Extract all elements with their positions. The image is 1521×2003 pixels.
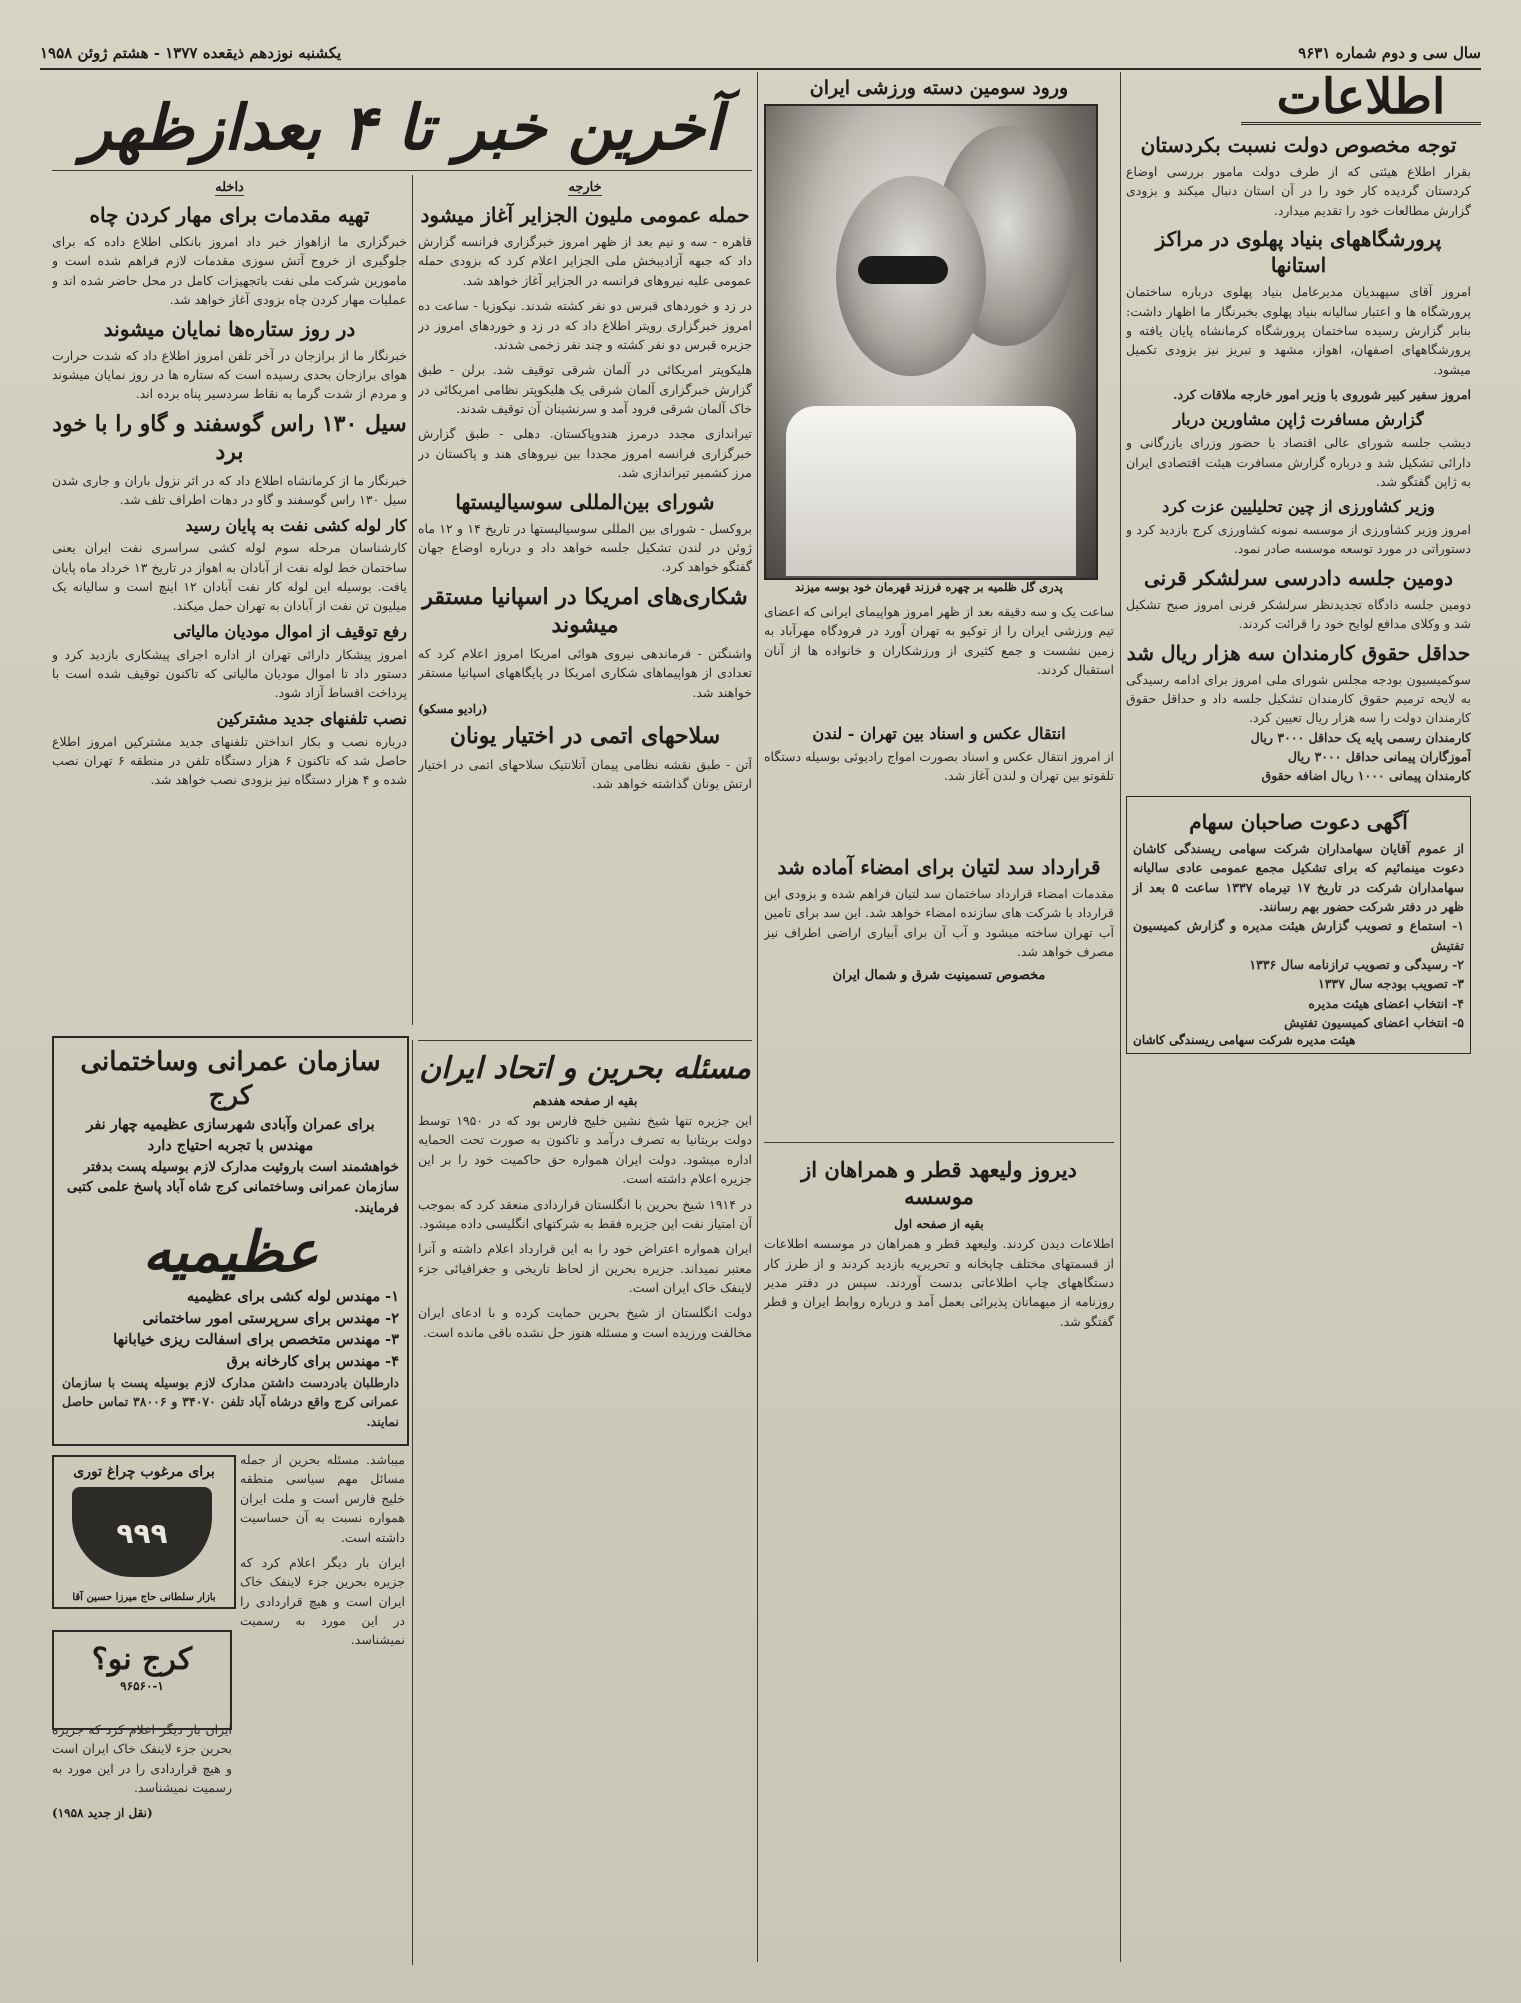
- headline-algeria: حمله عمومی ملیون الجزایر آغاز میشود: [420, 203, 750, 227]
- ad-job-4: ۴- مهندس برای کارخانه برق: [226, 1353, 399, 1371]
- article-pipeline: کارشناسان مرحله سوم لوله کشی سراسری نفت ایران یعنی ساختمان خط لوله نفت از آبادان به اهواز در تاریخ ۱۳ خرداد ماه پایان یافت. بوسیله این لوله کار نفت آبادان ۱۲ اینچ است و سالیانه یک میلیون تن نفت از آبادان به تهران حمل میکند.: [52, 540, 407, 614]
- article-ambassador: امروز سفیر کبیر شوروی با وزیر امور خارجه ملاقات کرد.: [1173, 387, 1471, 402]
- headline-pipeline: کار لوله کشی نفت به پایان رسید: [185, 515, 407, 535]
- section-rule: [418, 1040, 752, 1041]
- article-bahrain-2: در ۱۹۱۴ شیخ بحرین با انگلستان قراردادی منعقد کرد که بموجب آن امتیاز نفت این جزیره فقط به شرکتهای انگلیسی داده میشود.: [418, 1196, 752, 1231]
- karaj-no-ad: [52, 1630, 232, 1730]
- headline-court: دومین جلسه دادرسی سرلشکر قرنی: [1143, 565, 1454, 590]
- ad-job-1: ۱- مهندس لوله کشی برای عظیمیه: [186, 1287, 399, 1305]
- article-helicopter: هلیکوپتر امریکائی در آلمان شرقی توقیف شد. برلن - طبق گزارش خبرگزاری آلمان شرقی یک هلیکوپتر نظامی امریکائی در خاک آلمان شرقی فرود آمد و سرنشینان آن توقیف شدند.: [418, 362, 752, 416]
- photo-shirt: [786, 406, 1076, 576]
- ad-org-title: سازمان عمرانی وساختمانی کرج: [80, 1047, 381, 1111]
- shareholders-notice: [1126, 796, 1471, 1054]
- masthead-logo: اطلاعات: [1241, 72, 1481, 125]
- headline-notice: آگهی دعوت صاحبان سهام: [1189, 809, 1408, 834]
- qatar-article: [764, 1150, 1114, 1960]
- karaj-org-ad: [52, 1036, 409, 1446]
- salary-item-1: کارمندان رسمی پایه یک حداقل ۳۰۰۰ ریال: [1250, 729, 1471, 745]
- column-rule: [1120, 72, 1121, 1962]
- source-tag: (رادیو مسکو): [418, 701, 488, 716]
- article-court: دومین جلسه دادگاه تجدیدنظر سرلشکر قرنی امروز صبح تشکیل شد و وکلای مدافع لوایح خود را قرائت کردند.: [1126, 596, 1471, 632]
- article-bahrain-4: دولت انگلستان از شیخ بحرین حمایت کرده و با ادعای ایران مخالفت ورزیده است و مسئله هنوز حل نشده باقی مانده است.: [418, 1305, 752, 1340]
- article-agriculture: امروز وزیر کشاورزی از موسسه نمونه کشاورزی کرج بازدید کرد و دستوراتی در مورد توسعه موسسه صادر نمود.: [1126, 522, 1471, 557]
- column-rule: [757, 72, 758, 1962]
- article-well: خبرگزاری ما ازاهواز خبر داد امروز بانکلی اطلاع داده که برای جلوگیری از خروج آتش سوزی مقدمات لازم فراهم شده است و مامورین شرکت ملی نفت باتجهیزات کامل در محل حاضر شده اند و عملیات مهار کردن چاه بزودی آغاز خواهد شد.: [52, 234, 407, 308]
- headline-banner: آخرین خبر تا ۴ بعدازظهر: [81, 91, 723, 164]
- section-rule: [52, 170, 752, 171]
- agenda-item-3: ۳- تصویب بودجه سال ۱۳۳۷: [1318, 976, 1464, 992]
- headline-tax: رفع توقیف از اموال مودیان مالیاتی: [173, 621, 407, 641]
- column-rule: [412, 175, 413, 1025]
- headline-japan: گزارش مسافرت ژاپن مشاورین دربار: [1173, 410, 1424, 430]
- article-sheep: خبرنگار ما از کرمانشاه اطلاع داد که در اثر نزول باران و جاری شدن سیل ۱۳۰ راس گوسفند و گاو در دهات اطراف تلف شد.: [52, 472, 407, 508]
- headline-photo-transfer: انتقال عکس و اسناد بین تهران - لندن: [812, 724, 1066, 743]
- article-tax: امروز پیشکار دارائی تهران از اداره اجرای پیشکاری بازدید کرد و دستور داد تا اموال مودیان مالیاتی که تاکنون توقیف شده است با پرداخت اقساط آزاد شود.: [52, 646, 407, 701]
- headline-schools: پرورشگاههای بنیاد پهلوی در مراکز استانها: [1155, 227, 1442, 278]
- right-column: [1126, 126, 1471, 1962]
- bottom-left-source: (نقل از جدید ۱۹۵۸): [52, 1805, 153, 1820]
- article-qatar: اطلاعات دیدن کردند. ولیعهد قطر و همراهان در موسسه اطلاعات از قسمتهای مختلف چاپخانه و تحریریه بازدید کردند و از طرز کار دستگاههای چاپ اطلاعاتی بدست آوردند. سپس در دفتر مدیر روزنامه از میهمانان پذیرائی بعمل آمد و درباره روابط ایران و قطر گفتگو شد.: [764, 1236, 1114, 1329]
- headline-socialist: شورای بین‌المللی سوسیالیستها: [455, 489, 715, 514]
- karaj-no-phone: ۹۶۵۶۰-۱: [120, 1679, 164, 1693]
- article-phone: درباره نصب و بکار انداختن تلفنهای جدید مشترکین امروز اطلاع حاصل شد که تاکنون ۶ هزار دستگاه تلفن در منطقه ۶ تهران نصب شده و ۴ هزار دستگاه نیز بزودی نصب خواهد شد.: [52, 733, 407, 788]
- photo-caption: پدری گل ظلمیه بر چهره فرزند قهرمان خود بوسه میزند: [795, 580, 1063, 594]
- domestic-column: [52, 176, 407, 1026]
- bahrain-continued: بقیه از صفحه هفدهم: [532, 1093, 638, 1108]
- agenda-item-1: ۱- استماع و تصویب گزارش هیئت مدیره و گزارش کمیسیون تفتیش: [1133, 918, 1464, 953]
- qatar-continued: بقیه از صفحه اول: [894, 1216, 984, 1231]
- headline-dam: قرارداد سد لتیان برای امضاء آماده شد: [777, 855, 1101, 879]
- photo-transfer-article: [764, 718, 1114, 838]
- notice-signature: هیئت مدیره شرکت سهامی ریسندگی کاشان: [1133, 1032, 1356, 1047]
- article-bahrain-3: ایران همواره اعتراض خود را به این قرارداد اعلام داشته و آنرا معتبر نمیداند. جزیره بحرین از لحاظ تاریخی و جغرافیائی جزء لاینفک خاک ایران است.: [418, 1241, 752, 1296]
- bottom-left-text-3: ایران بار دیگر اعلام کرد که جزیره بحرین جزء لاینفک خاک ایران است و هیچ قراردادی را در این مورد به رسمیت نمیشناسد.: [52, 1722, 232, 1796]
- dam-article: [764, 848, 1114, 1138]
- ad-job-3: ۳- مهندس متخصص برای اسفالت ریزی خیابانها: [113, 1331, 399, 1349]
- lamp-ad-footer: بازار سلطانی حاج میرزا حسین آقا: [72, 1592, 216, 1603]
- article-japan: دیشب جلسه شورای عالی اقتصاد با حضور وزرای بازرگانی و دارائی تشکیل شد و درباره گزارش مسافرت هیئت اقتصادی ایران به ژاپن گفتگو شد.: [1126, 435, 1471, 489]
- ad-big-azimieh: عظیمیه: [142, 1218, 319, 1285]
- karaj-no-title: کرج نو؟: [91, 1642, 193, 1677]
- headline-spain: شکاری‌های امریکا در اسپانیا مستقر میشوند: [422, 583, 748, 639]
- headline-kurdistan: توجه مخصوص دولت نسبت بکردستان: [1140, 133, 1457, 157]
- article-salary: سوکمیسیون بودجه مجلس شورای ملی امروز برای ادامه رسیدگی به لایحه ترمیم حقوق کارمندان تشکیل جلسه داد و حداقل حقوق کارمندان دولت را سه هزار ریال تعیین کرد.: [1126, 671, 1471, 726]
- lamp-number: ۹۹۹: [116, 1517, 168, 1550]
- headline-salary: حداقل حقوق کارمندان سه هزار ریال شد: [1126, 640, 1471, 665]
- salary-item-2: آموزگاران پیمانی حداقل ۳۰۰۰ ریال: [1287, 749, 1471, 765]
- team-photo: [764, 104, 1098, 580]
- bottom-left-text-1: میباشد. مسئله بحرین از جمله مسائل مهم سیاسی منطقه خلیج فارس است و ملت ایران همواره نسبت به آن حساسیت داشته است.: [240, 1452, 405, 1545]
- issue-date: یکشنبه نوزدهم ذیقعده ۱۳۷۷ - هشتم ژوئن ۱۹۵۸: [40, 44, 342, 62]
- article-kurdistan: بقرار اطلاع هیئتی که از طرف دولت مامور بررسی اوضاع کردستان گردیده کار خود را در آن استان دنبال میکند و بزودی گزارش مطالعات خود را تقدیم میدارد.: [1126, 164, 1471, 218]
- article-spain: واشنگتن - فرماندهی نیروی هوائی امریکا امروز اعلام کرد که تعدادی از هواپیماهای شکاری امریکا در پایگاههای اسپانیا مستقر خواهند شد.: [418, 645, 752, 700]
- headline-qatar: دیروز ولیعهد قطر و همراهان از موسسه: [801, 1157, 1077, 1210]
- salary-item-3: کارمندان پیمانی ۱۰۰۰ ریال اضافه حقوق: [1261, 768, 1471, 784]
- agenda-item-2: ۲- رسیدگی و تصویب ترازنامه سال ۱۳۳۶: [1249, 957, 1464, 973]
- notice-text: از عموم آقایان سهامداران شرکت سهامی ریسندگی کاشان دعوت مینمائیم که برای تشکیل مجمع عمومی عادی سالیانه سهامداران شرکت در تاریخ ۱۷ تیرماه ۱۳۳۷ ساعت ۵ بعد از ظهر در دفتر شرکت حضور بهم رسانند.: [1133, 840, 1464, 914]
- headline-stars: در روز ستاره‌ها نمایان میشوند: [103, 316, 356, 341]
- agenda-item-5: ۵- انتخاب اعضای کمیسیون تفتیش: [1284, 1015, 1464, 1031]
- section-tag-domestic: داخله: [215, 180, 244, 195]
- column-rule: [412, 1040, 413, 1965]
- headline-team: ورود سومین دسته ورزشی ایران: [809, 77, 1069, 99]
- article-schools: امروز آقای سپهبدیان مدیرعامل بنیاد پهلوی درباره ساختمان پرورشگاه ها و اعتبار سالیانه بنیاد پهلوی بخبرنگار ما اظهار داشت: بنابر گزارش رسیده ساختمان پرورشگاه کرمانشاه پایان یافته و پرورشگاههای اصفهان، اهواز، مشهد و تبریز نیز بزودی تکمیل میشود.: [1126, 284, 1471, 377]
- section-rule: [764, 1142, 1114, 1143]
- ad-org-text: خواهشمند است باروئیت مدارک لازم بوسیله پست بدفتر سازمان عمرانی وساختمانی کرج شاه آباد پاسخ علمی کتبی فرمایند.: [66, 1159, 399, 1216]
- article-photo-transfer: از امروز انتقال عکس و اسناد بصورت امواج رادیوئی بوسیله دستگاه تلفوتو بین تهران و لندن آغاز شد.: [764, 748, 1114, 784]
- team-headline-box: [764, 76, 1114, 104]
- headline-bahrain: مسئله بحرین و اتحاد ایران: [419, 1051, 751, 1086]
- bottom-left-small-column: [52, 1720, 232, 1960]
- article-algeria: قاهره - سه و نیم بعد از ظهر امروز خبرگزاری فرانسه گزارش داد که جبهه آزادیبخش ملی الجزایر اعلام کرد که بزودی حمله عمومی علیه نیروهای فرانسه در الجزایر آغاز خواهد شد.: [418, 234, 752, 288]
- article-socialist: بروکسل - شورای بین المللی سوسیالیستها در تاریخ ۱۴ و ۱۲ ماه ژوئن در لندن تشکیل جلسه خواهد داد و درباره اوضاع جهان گفتگو خواهد کرد.: [418, 520, 752, 575]
- headline-sheep: سیل ۱۳۰ راس گوسفند و گاو را با خود برد: [52, 410, 407, 466]
- foreign-column: [418, 176, 752, 1026]
- photo-glasses: [858, 256, 948, 284]
- issue-number: سال سی و دوم شماره ۹۶۳۱: [1298, 44, 1481, 62]
- ad-job-2: ۲- مهندس برای سرپرستی امور ساختمانی: [142, 1309, 399, 1327]
- article-greece: آتن - طبق نقشه نظامی پیمان آتلانتیک سلاحهای اتمی در اختیار ارتش یونان گذاشته خواهد شد.: [418, 756, 752, 791]
- article-cyprus: در زد و خوردهای قبرس دو نفر کشته شدند. نیکوزیا - ساعت ده امروز خبرگزاری رویتر اطلاع داد که در زد و خوردهای امروز در جزیره قبرس دو نفر کشته و چند نفر زخمی شدند.: [418, 298, 752, 352]
- dam-note: مخصوص تسمینیت شرق و شمال ایران: [832, 967, 1046, 983]
- issue-header: [40, 38, 1481, 70]
- article-team: ساعت یک و سه دقیقه بعد از ظهر امروز هواپیمای ایرانی که اعضای تیم ورزشی ایران را از توکیو به تهران آورد در فرودگاه مهرآباد به زمین نشست و جمع کثیری از ورزشکاران و خانواده ها از آنان استقبال کردند.: [764, 604, 1114, 678]
- section-tag-foreign: خارجه: [568, 180, 602, 195]
- ad-org-subtitle: برای عمران وآبادی شهرسازی عظیمیه چهار نفر مهندس با تجربه احتیاج دارد: [86, 1115, 375, 1155]
- agenda-item-4: ۴- انتخاب اعضای هیئت مدیره: [1308, 995, 1464, 1011]
- headline-phone: نصب تلفنهای جدید مشترکین: [216, 708, 407, 728]
- bahrain-continued-column: [240, 1450, 405, 1960]
- bottom-left-text-2: ایران بار دیگر اعلام کرد که جزیره بحرین جزء لاینفک خاک ایران است و هیچ قراردادی را در این مورد به رسمیت نمیشناسد.: [240, 1554, 405, 1648]
- lamp-ad: [52, 1455, 236, 1609]
- ad-org-contact: دارطلبان بادردست داشتن مدارک لازم بوسیله پست با سازمان عمرانی کرج واقع درشاه آباد تلفن ۳۴۰۷۰ و ۳۸۰۰۶ تماس حاصل نمایند.: [62, 1374, 399, 1429]
- bahrain-article: [418, 1046, 752, 1960]
- article-pakistan: تیراندازی مجدد درمرز هندوپاکستان. دهلی - طبق گزارش خبرگزاری فرانسه امروز مجددا بین نیروهای هند و پاکستان در مرز کشمیر تیراندازی شد.: [418, 426, 752, 481]
- team-article: [764, 602, 1114, 712]
- article-dam: مقدمات امضاء قرارداد ساختمان سد لتیان فراهم شده و بزودی این قرارداد با شرکت های سازنده امضاء خواهد شد. این سد برای تامین آب تهران ساخته میشود و آب آن برای آبیاری اراضی اطراف نیز مصرف خواهد شد.: [764, 886, 1114, 960]
- headline-greece: سلاحهای اتمی در اختیار یونان: [449, 722, 721, 749]
- lamp-badge-icon: [72, 1487, 212, 1577]
- headline-agriculture: وزیر کشاورزی از چین تحلیلیین عزت کرد: [1162, 497, 1435, 517]
- headline-well: تهیه مقدمات برای مهار کردن چاه: [89, 203, 370, 227]
- article-stars: خبرنگار ما از برازجان در آخر تلفن امروز اطلاع داد که شدت حرارت هوای برازجان بحدی رسیده است که ستاره ها در روز نمایان میشوند و مردم از شدت گرما به نقاط سردسیر پناه برده اند.: [52, 347, 407, 402]
- lamp-ad-title: برای مرغوب چراغ توری: [73, 1464, 215, 1480]
- article-bahrain-1: این جزیره تنها شیخ نشین خلیج فارس بود که در ۱۹۵۰ توسط دولت بریتانیا به تصرف درآمد و تاکنون به صورت تحت الحمایه اداره میشود. دولت ایران همواره حق حاکمیت خود را بر این جزیره اعلام داشته است.: [418, 1113, 752, 1187]
